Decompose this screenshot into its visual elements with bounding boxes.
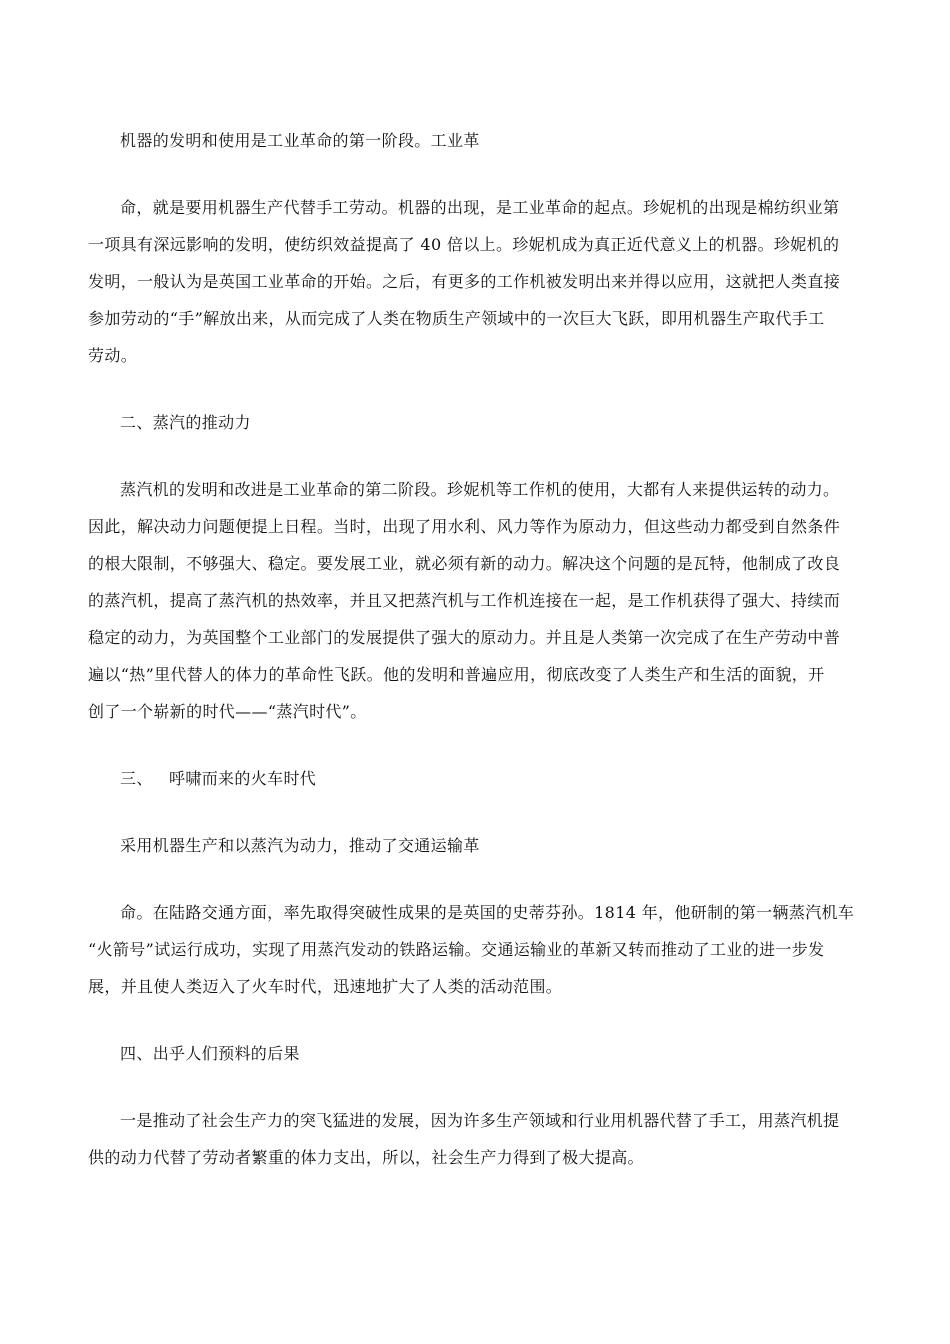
paragraph-line: 的根大限制，不够强大、稳定。要发展工业，就必须有新的动力。解决这个问题的是瓦特，他制成了改良 xyxy=(88,554,841,573)
paragraph-line: 的蒸汽机，提高了蒸汽机的热效率，并且又把蒸汽机与工作机连接在一起，是工作机获得了强大、持续而 xyxy=(88,591,841,610)
spacer xyxy=(88,1005,858,1035)
paragraph-line: 命。在陆路交通方面，率先取得突破性成果的是英国的史蒂芬孙。1814 年，他研制的第一辆蒸汽机车 xyxy=(120,903,855,922)
section-heading: 二、蒸汽的推动力 xyxy=(120,413,251,432)
document-body xyxy=(88,122,858,1176)
paragraph-line: 参加劳动的“手”解放出来，从而完成了人类在物质生产领域中的一次巨大飞跃，即用机器生产取代手工 xyxy=(88,309,825,328)
paragraph-line: 创了一个崭新的时代——“蒸汽时代”。 xyxy=(88,702,367,721)
spacer xyxy=(88,159,858,189)
paragraph-line: 命，就是要用机器生产代替手工劳动。机器的出现，是工业革命的起点。珍妮机的出现是棉纺织业第 xyxy=(120,198,840,217)
paragraph-line: 展，并且使人类迈入了火车时代，迅速地扩大了人类的活动范围。 xyxy=(88,977,563,996)
section-heading: 四、出乎人们预料的后果 xyxy=(120,1044,300,1063)
spacer xyxy=(88,1072,858,1102)
paragraph-line: 机器的发明和使用是工业革命的第一阶段。工业革 xyxy=(120,131,480,150)
paragraph-line: 蒸汽机的发明和改进是工业革命的第二阶段。珍妮机等工作机的使用，大都有人来提供运转的动力。 xyxy=(120,480,840,499)
spacer xyxy=(88,441,858,471)
section-heading: 三、 呼啸而来的火车时代 xyxy=(120,769,317,788)
paragraph-line: 劳动。 xyxy=(88,346,138,365)
paragraph-line: 一是推动了社会生产力的突飞猛进的发展，因为许多生产领域和行业用机器代替了手工，用蒸汽机提 xyxy=(120,1111,840,1130)
paragraph-line: “火箭号”试运行成功，实现了用蒸汽发动的铁路运输。交通运输业的革新又转而推动了工业的进一步发 xyxy=(88,940,825,959)
paragraph-line: 一项具有深远影响的发明，使纺织效益提高了 40 倍以上。珍妮机成为真正近代意义上的机器。珍妮机的 xyxy=(88,235,840,254)
paragraph-line: 供的动力代替了劳动者繁重的体力支出，所以，社会生产力得到了极大提高。 xyxy=(88,1148,644,1167)
spacer xyxy=(88,864,858,894)
paragraph-line: 因此，解决动力问题便提上日程。当时，出现了用水利、风力等作为原动力，但这些动力都受到自然条件 xyxy=(88,517,841,536)
paragraph-line: 稳定的动力，为英国整个工业部门的发展提供了强大的原动力。并且是人类第一次完成了在生产劳动中普 xyxy=(88,628,841,647)
paragraph-line: 采用机器生产和以蒸汽为动力，推动了交通运输革 xyxy=(120,836,480,855)
paragraph-line: 遍以“热”里代替人的体力的革命性飞跃。他的发明和普遍应用，彻底改变了人类生产和生活的面貌，开 xyxy=(88,665,825,684)
spacer xyxy=(88,374,858,404)
paragraph-line: 发明，一般认为是英国工业革命的开始。之后，有更多的工作机被发明出来并得以应用，这就把人类直接 xyxy=(88,272,841,291)
spacer xyxy=(88,797,858,827)
spacer xyxy=(88,730,858,760)
